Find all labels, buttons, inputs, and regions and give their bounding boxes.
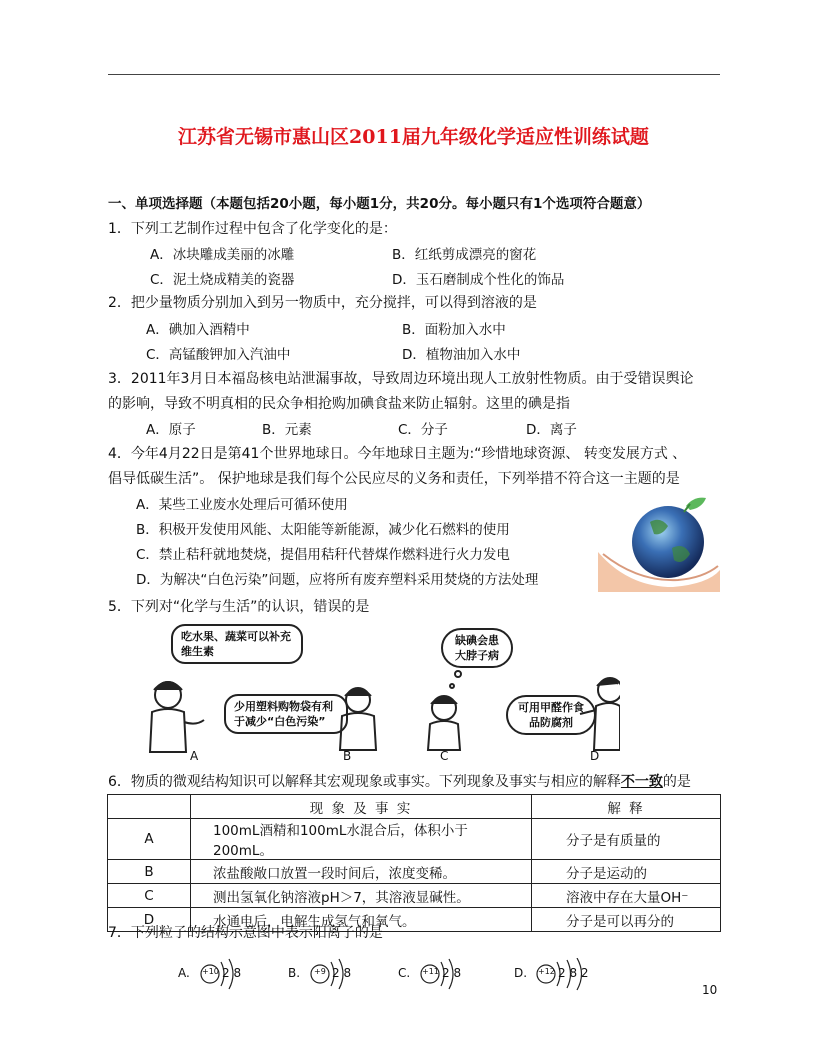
atom-nucleus: +12 (538, 967, 555, 976)
header-rule (108, 74, 720, 75)
q2-option-d: D．植物油加入水中 (402, 347, 521, 363)
section-heading: 一、单项选择题（本题包括20小题，每小题1分，共20分。每小题只有1个选项符合题意） (108, 196, 651, 212)
thought-bubble-c: 缺碘会患大脖子病 (441, 628, 513, 668)
q6-stem-post: 的是 (662, 774, 691, 790)
table-cell: 100mL酒精和100mL水混合后，体积小于200mL。 (191, 819, 532, 860)
question-4-stem-line2: 倡导低碳生活”。 保护地球是我们每个公民应尽的义务和责任，下列举措不符合这一主题的是 (108, 471, 680, 487)
q1-option-b: B．红纸剪成漂亮的窗花 (392, 247, 537, 263)
table-header-cell: 现 象 及 事 实 (191, 795, 532, 819)
q4-option-c: C．禁止秸秆就地焚烧，提倡用秸秆代替煤作燃料进行火力发电 (136, 547, 510, 563)
q4-option-b: B．积极开发使用风能、太阳能等新能源，减少化石燃料的使用 (136, 522, 510, 538)
question-1-stem: 1．下列工艺制作过程中包含了化学变化的是： (108, 221, 397, 237)
atom-nucleus: +9 (314, 967, 326, 976)
table-cell: C (108, 884, 191, 908)
question-5-stem: 5．下列对“化学与生活”的认识，错误的是 (108, 599, 370, 615)
table-header-row (108, 795, 721, 819)
q3-option-b: B．元素 (262, 422, 312, 438)
table-header-cell (108, 795, 191, 819)
atom-label: A. (178, 966, 190, 980)
atom-label: C. (398, 966, 411, 980)
table-cell: B (108, 860, 191, 884)
table-cell: 分子是可以再分的 (532, 908, 721, 932)
q6-stem-pre: 6．物质的微观结构知识可以解释其宏观现象或事实。下列现象及事实与相应的解释 (108, 774, 621, 790)
speech-bubble-a: 吃水果、蔬菜可以补充维生素 (171, 624, 303, 664)
earth-in-hand-image (598, 492, 720, 594)
table-row (108, 860, 721, 884)
atom-nucleus: +11 (422, 967, 439, 976)
table-row (108, 884, 721, 908)
table-cell: 溶液中存在大量OH⁻ (532, 884, 721, 908)
question-3-stem-line2: 的影响，导致不明真相的民众争相抢购加碘食盐来防止辐射。这里的碘是指 (108, 396, 570, 412)
q1-option-a: A．冰块雕成美丽的冰雕 (150, 247, 295, 263)
question-4-stem-line1: 4．今年4月22日是第41个世界地球日。今年地球日主题为:“珍惜地球资源、 转变发展方式 、 (108, 446, 687, 462)
cartoon-figures (140, 660, 620, 768)
atom-shells: 2 8 (442, 966, 462, 980)
table-row (108, 819, 721, 860)
cartoon-label-a: A (190, 749, 199, 763)
question-6-stem (108, 771, 691, 791)
table-cell: D (108, 908, 191, 932)
table-cell: 测出氢氧化钠溶液pH＞7，其溶液显碱性。 (191, 884, 532, 908)
page-title: 江苏省无锡市惠山区2011届九年级化学适应性训练试题 (178, 126, 649, 148)
q3-option-a: A．原子 (146, 422, 196, 438)
q1-option-c: C．泥土烧成精美的瓷器 (150, 272, 295, 288)
q4-option-d: D．为解决“白色污染”问题，应将所有废弃塑料采用焚烧的方法处理 (136, 572, 539, 588)
q3-option-c: C．分子 (398, 422, 448, 438)
atom-shells: 2 8 2 (558, 966, 589, 980)
q2-option-c: C．高锰酸钾加入汽油中 (146, 347, 291, 363)
table-cell: 分子是运动的 (532, 860, 721, 884)
table-cell: 分子是有质量的 (532, 819, 721, 860)
q6-table (107, 794, 721, 932)
q1-option-d: D．玉石磨制成个性化的饰品 (392, 272, 565, 288)
q4-option-a: A．某些工业废水处理后可循环使用 (136, 497, 348, 513)
q2-option-b: B．面粉加入水中 (402, 322, 506, 338)
atom-label: D. (514, 966, 528, 980)
q2-option-a: A．碘加入酒精中 (146, 322, 250, 338)
cartoon-label-c: C (440, 749, 449, 763)
atom-shells: 2 8 (332, 966, 352, 980)
table-cell: 水通电后，电解生成氢气和氧气。 (191, 908, 532, 932)
q6-stem-emphasis: 不一致 (620, 774, 663, 790)
cartoon-label-b: B (343, 749, 352, 763)
atom-label: B. (288, 966, 301, 980)
table-cell: 浓盐酸敞口放置一段时间后，浓度变稀。 (191, 860, 532, 884)
question-2-stem: 2．把少量物质分别加入到另一物质中，充分搅拌，可以得到溶液的是 (108, 295, 537, 311)
table-cell: A (108, 819, 191, 860)
question-3-stem-line1: 3．2011年3月日本福岛核电站泄漏事故，导致周边环境出现人工放射性物质。由于受错误舆论 (108, 371, 694, 387)
page-number: 10 (702, 983, 718, 997)
speech-bubble-b: 少用塑料购物袋有利于减少“白色污染” (224, 694, 348, 734)
atom-shells: 2 8 (222, 966, 242, 980)
question-7-stem: 7．下列粒子的结构示意图中表示阳离子的是 (108, 925, 383, 941)
cartoon-label-d: D (590, 749, 600, 763)
atom-nucleus: +10 (202, 967, 219, 976)
table-header-cell: 解 释 (532, 795, 721, 819)
q3-option-d: D．离子 (526, 422, 577, 438)
speech-bubble-d: 可用甲醛作食品防腐剂 (506, 695, 596, 735)
